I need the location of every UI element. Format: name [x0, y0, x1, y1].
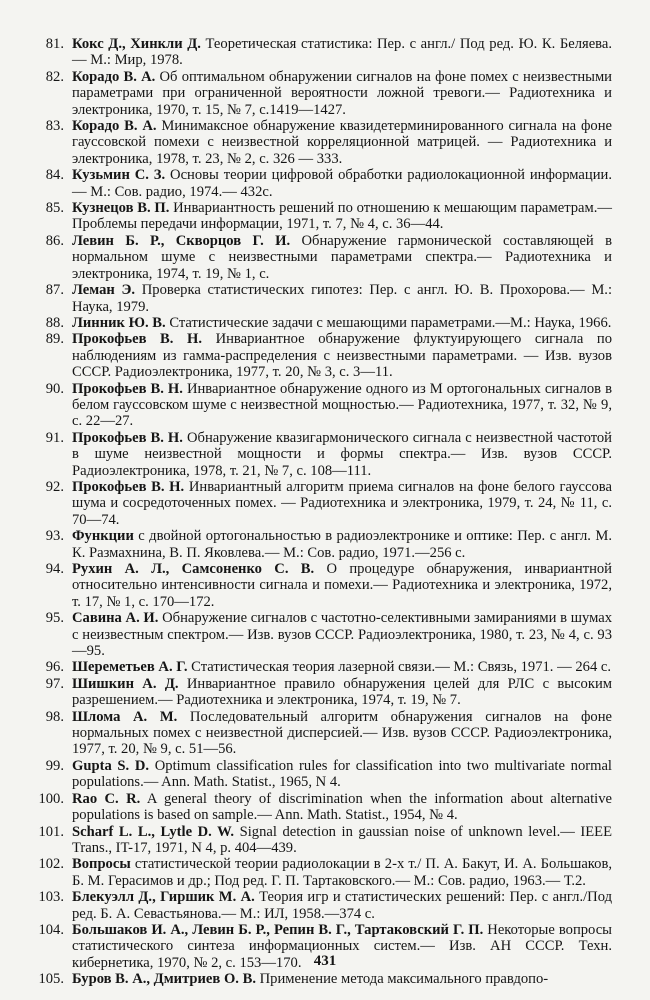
reference-text: Теория игр и статистических решений: Пер. с англ./Под ред. Б. А. Севастьянова.— М.: ИЛ, 1958.—374 с.	[72, 889, 612, 922]
reference-number: 86.	[45, 232, 64, 249]
reference-number: 105.	[38, 971, 64, 988]
reference-number: 95.	[45, 610, 64, 627]
reference-number: 85.	[45, 200, 64, 217]
reference-text: Инвариантное обнаружение одного из M ортогональных сигналов в белом гауссовском шуме с неизвестной мощностью.— Радиотехника, 1977, т. 32, № 9, с. 22—27.	[72, 380, 612, 430]
reference-number: 94.	[45, 561, 64, 577]
reference-authors: Rao C. R.	[72, 790, 141, 807]
reference-text: Последовательный алгоритм обнаружения сигналов на фоне нормальных помех с неизвестной дисперсией.— Изв. вузов СССР. Радиоэлектроника, 1977, т. 20, № 9, с. 51—56.	[72, 708, 613, 758]
reference-body	[72, 315, 612, 331]
reference-body	[72, 610, 612, 659]
reference-number: 84.	[45, 167, 64, 184]
reference-text: статистической теории радиолокации в 2-х т./ П. А. Бакут, И. А. Большаков, Б. М. Герасимов и др.; Под ред. Г. П. Тартаковского.— М.: Сов. радио, 1963.— Т.2.	[72, 856, 612, 889]
reference-item	[0, 282, 650, 315]
reference-item	[0, 610, 650, 659]
reference-body	[72, 709, 612, 758]
reference-authors: Блекуэлл Д., Гиршик М. А.	[72, 889, 255, 906]
reference-body	[72, 824, 612, 857]
reference-text: Проверка статистических гипотез: Пер. с англ. Ю. В. Прохорова.— М.: Наука, 1979.	[72, 282, 612, 315]
reference-number: 81.	[45, 36, 64, 52]
reference-authors: Прокофьев В. Н.	[72, 429, 183, 446]
reference-text: Обнаружение квазигармонического сигнала с неизвестной частотой в шуме неизвестной мощности и формы спектра.— Изв. вузов СССР. Радиоэлектроника, 1978, т. 21, № 7, с. 108—111.	[72, 429, 612, 479]
reference-body	[72, 856, 612, 889]
reference-body	[72, 282, 612, 315]
reference-body	[72, 233, 612, 282]
page-number: 431	[313, 953, 337, 969]
reference-authors: Прокофьев В. Н.	[72, 380, 183, 397]
reference-item	[0, 331, 650, 380]
reference-text: с двойной ортогональностью в радиоэлектронике и оптике: Пер. с англ. М. К. Размахнина, В. П. Яковлева.— М.: Сов. радио, 1971.—256 с.	[72, 528, 612, 561]
reference-item	[0, 69, 650, 118]
reference-authors: Буров В. А., Дмитриев О. В.	[72, 971, 256, 988]
reference-list	[0, 36, 650, 988]
reference-item	[0, 791, 650, 824]
reference-number: 93.	[45, 528, 64, 545]
reference-item	[0, 824, 650, 857]
reference-authors: Шлома А. М.	[72, 708, 178, 725]
reference-number: 89.	[45, 331, 64, 348]
reference-text: Статистическая теория лазерной связи.— М.: Связь, 1971. — 264 с.	[187, 659, 612, 676]
reference-number: 101.	[38, 823, 64, 840]
reference-item	[0, 430, 650, 479]
reference-number: 102.	[38, 856, 64, 873]
reference-authors: Левин Б. Р., Скворцов Г. И.	[72, 232, 291, 249]
reference-number: 88.	[45, 314, 64, 331]
reference-body	[72, 200, 612, 233]
reference-number: 82.	[45, 68, 64, 85]
reference-body	[72, 659, 612, 675]
reference-body	[72, 331, 612, 380]
reference-authors: Линник Ю. В.	[72, 314, 166, 331]
reference-number: 103.	[38, 889, 64, 906]
reference-authors: Gupta S. D.	[72, 757, 150, 774]
reference-authors: Кузнецов В. П.	[72, 200, 170, 217]
reference-text: Статистические задачи с мешающими параметрами.—М.: Наука, 1966.	[165, 314, 612, 331]
reference-item	[0, 233, 650, 282]
reference-body	[72, 889, 612, 922]
reference-item	[0, 167, 650, 200]
reference-body	[72, 430, 612, 479]
reference-item	[0, 709, 650, 758]
reference-item	[0, 659, 650, 675]
reference-text: Инвариантное обнаружение флуктуирующего сигнала по наблюдениям из гамма-распределения с неизвестными параметрами. — Изв. вузов СССР. Радиоэлектроника, 1977, т. 20, № 3, с. 3—11.	[72, 331, 612, 381]
reference-body	[72, 118, 612, 167]
reference-authors: Леман Э.	[72, 282, 136, 299]
reference-text: Обнаружение гармонической составляющей в нормальном шуме с неизвестными параметрами спектра.— Радиотехника и электроника, 1974, т. 19, № 1, с.	[72, 232, 613, 282]
reference-body	[72, 758, 612, 791]
reference-number: 96.	[45, 659, 64, 676]
reference-text: Optimum classification rules for classification into two multivariate normal populations.— Ann. Math. Statist., 1965, N 4.	[72, 757, 612, 791]
reference-authors: Scharf L. L., Lytle D. W.	[72, 823, 235, 840]
reference-item	[0, 561, 650, 610]
reference-body	[72, 36, 612, 69]
reference-authors: Рухин А. Л., Самсоненко С. В.	[72, 561, 315, 577]
reference-item	[0, 36, 650, 69]
reference-authors: Кокс Д., Хинкли Д.	[72, 36, 201, 52]
reference-number: 83.	[45, 118, 64, 135]
reference-number: 104.	[38, 921, 64, 938]
reference-text: Обнаружение сигналов с частотно-селективными замираниями в шумах с неизвестным спектром.— Изв. вузов СССР. Радиоэлектроника, 1980, т. 23, № 4, с. 93—95.	[72, 610, 612, 660]
reference-body	[72, 561, 612, 610]
reference-item	[0, 889, 650, 922]
reference-item	[0, 971, 650, 987]
reference-text: Некоторые вопросы статистического синтеза информационных систем.— Изв. АН СССР. Техн. кибернетика, 1970, № 2, с. 153—170.	[72, 921, 612, 971]
reference-authors: Корадо В. А.	[72, 68, 156, 85]
reference-number: 97.	[45, 675, 64, 692]
reference-body	[72, 971, 612, 987]
reference-text: Применение метода максимального правдопо-	[255, 971, 549, 988]
reference-item	[0, 118, 650, 167]
reference-body	[72, 381, 612, 430]
reference-body	[72, 167, 612, 200]
reference-body	[72, 791, 612, 824]
reference-number: 99.	[45, 757, 64, 774]
reference-text: Инвариантное правило обнаружения целей для РЛС с высоким разрешением.— Радиотехника и электроника, 1974, т. 19, № 7.	[72, 675, 612, 709]
reference-number: 98.	[45, 708, 64, 725]
reference-item	[0, 315, 650, 331]
reference-text: Об оптимальном обнаружении сигналов на фоне помех с неизвестными параметрами при ограниченной вероятности ложной тревоги.— Радиотехника и электроника, 1970, т. 15, № 7, с.1419—1427.	[72, 68, 612, 118]
reference-text: О процедуре обнаружения, инвариантной относительно интенсивности сигнала и помехи.— Радиотехника и электроника, 1972, т. 17, № 1, с. 170—172.	[72, 561, 612, 610]
reference-authors: Вопросы	[72, 856, 131, 873]
reference-authors: Прокофьев В. Н.	[72, 478, 185, 495]
reference-authors: Корадо В. А.	[72, 118, 157, 135]
reference-item	[0, 856, 650, 889]
reference-authors: Функции	[72, 528, 134, 545]
reference-item	[0, 528, 650, 561]
reference-body	[72, 676, 612, 709]
reference-number: 100.	[38, 790, 64, 807]
reference-text: A general theory of discrimination when the information about alternative populations is based on sample.— Ann. Math. Statist., 1954, № 4.	[72, 790, 612, 824]
reference-item	[0, 676, 650, 709]
reference-text: Signal detection in gaussian noise of unknown level.— IEEE Trans., IT-17, 1971, N 4, p. 404—439.	[72, 823, 612, 856]
reference-item	[0, 200, 650, 233]
reference-body	[72, 69, 612, 118]
reference-number: 87.	[45, 282, 64, 299]
reference-authors: Большаков И. А., Левин Б. Р., Репин В. Г., Тартаковский Г. П.	[72, 921, 484, 938]
reference-text: Основы теории цифровой обработки радиолокационной информации.— М.: Сов. радио, 1974.— 432с.	[72, 167, 612, 200]
reference-body	[72, 528, 612, 561]
reference-number: 90.	[45, 380, 64, 397]
reference-authors: Шишкин А. Д.	[72, 675, 179, 692]
reference-text: Инвариантность решений по отношению к мешающим параметрам.— Проблемы передачи информации, 1971, т. 7, № 4, с. 36—44.	[72, 200, 613, 233]
reference-body	[72, 479, 612, 528]
reference-item	[0, 479, 650, 528]
reference-authors: Шереметьев А. Г.	[72, 659, 188, 676]
reference-authors: Прокофьев В. Н.	[72, 331, 202, 348]
reference-item	[0, 758, 650, 791]
reference-item	[0, 381, 650, 430]
reference-text: Теоретическая статистика: Пер. с англ./ Под ред. Ю. К. Беляева.— М.: Мир, 1978.	[72, 36, 612, 69]
reference-number: 92.	[45, 478, 64, 495]
reference-number: 91.	[45, 429, 64, 446]
reference-text: Инвариантный алгоритм приема сигналов на фоне белого гауссова шума и сосредоточенных помех. — Радиотехника и электроника, 1979, т. 24, № 11, с. 70—74.	[72, 478, 612, 528]
reference-authors: Савина А. И.	[72, 610, 159, 627]
reference-authors: Кузьмин С. З.	[72, 167, 166, 184]
reference-text: Минимаксное обнаружение квазидетерминированного сигнала на фоне гауссовской помехи с неизвестной корреляционной матрицей. — Радиотехника и электроника, 1978, т. 23, № 2, с. 326 — 333.	[72, 118, 612, 167]
